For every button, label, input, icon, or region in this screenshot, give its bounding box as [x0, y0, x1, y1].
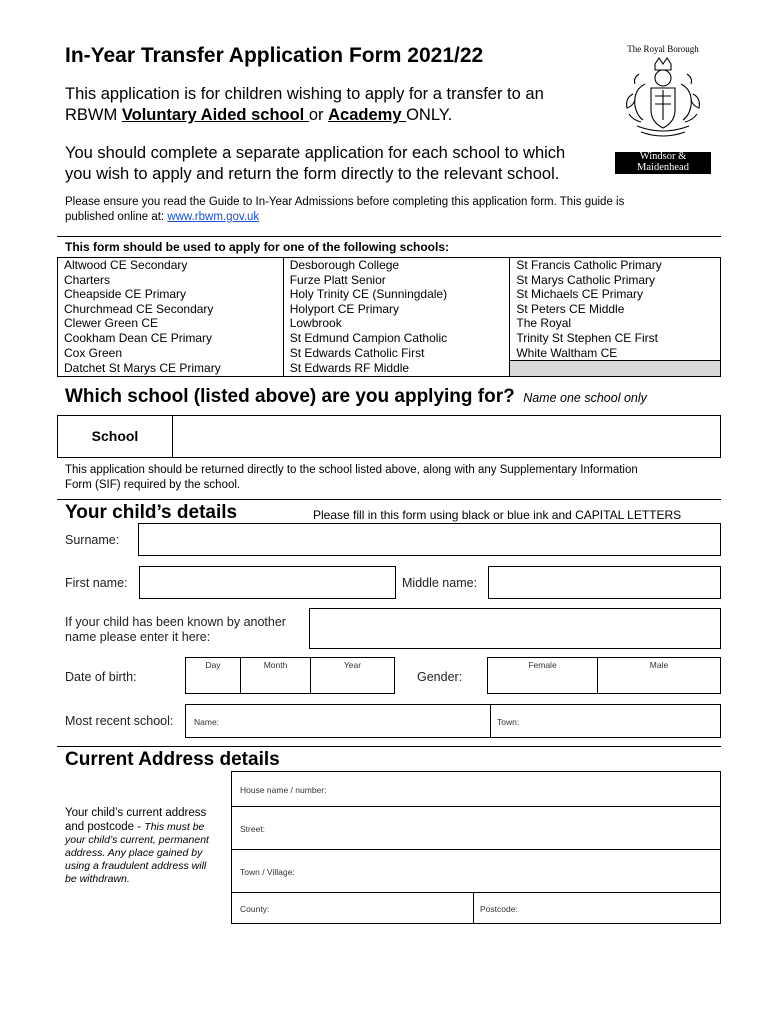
- school-field: [57, 415, 721, 458]
- separate-line-1: You should complete a separate application for each school to which: [65, 144, 566, 162]
- school-name: Clewer Green CE: [58, 316, 284, 331]
- town-input[interactable]: [232, 850, 720, 893]
- school-label: School: [58, 416, 173, 457]
- other-name-input[interactable]: [309, 608, 721, 649]
- intro-or: or: [308, 106, 329, 124]
- recent-school-town-label: Town:: [497, 717, 520, 727]
- address-desc-line-1: Your child’s current address: [65, 807, 207, 819]
- street-input[interactable]: [232, 807, 720, 850]
- rbwm-link[interactable]: www.rbwm.gov.uk: [167, 210, 260, 223]
- address-fields: [231, 771, 721, 924]
- school-name: St Edmund Campion Catholic: [283, 331, 510, 346]
- recent-school-label: Most recent school:: [65, 714, 174, 728]
- gender-male-label: Male: [649, 660, 669, 670]
- schools-row: [58, 258, 721, 273]
- gender-female-option[interactable]: [488, 658, 598, 693]
- middle-name-label: Middle name:: [402, 576, 478, 590]
- address-heading: Current Address details: [65, 749, 280, 770]
- school-name: White Waltham CE: [510, 346, 721, 361]
- surname-input[interactable]: [138, 523, 721, 556]
- schools-row: [58, 316, 721, 331]
- recent-school-group: [185, 704, 721, 738]
- town-label: Town / Village:: [240, 867, 295, 877]
- dob-month-label: Month: [263, 660, 288, 670]
- return-text: [65, 463, 638, 492]
- which-school-question: [65, 386, 647, 408]
- school-name: Altwood CE Secondary: [58, 258, 284, 273]
- return-line-1: This application should be returned directly to the school listed above, along with any Supplementary Information: [65, 464, 638, 476]
- guide-line-1: Please ensure you read the Guide to In-Year Admissions before completing this application form. This guide is: [65, 196, 625, 208]
- schools-row: [58, 361, 721, 377]
- recent-school-name-label: Name:: [194, 717, 220, 727]
- intro-line-1: This application is for children wishing to apply for a transfer to an: [65, 85, 544, 103]
- return-line-2: Form (SIF) required by the school.: [65, 478, 241, 491]
- dob-group: [185, 657, 395, 694]
- postcode-label: Postcode:: [480, 904, 518, 914]
- street-label: Street:: [240, 824, 266, 834]
- school-name: Lowbrook: [283, 316, 510, 331]
- intro-only: ONLY.: [406, 106, 453, 124]
- logo-banner: [615, 152, 711, 174]
- house-label: House name / number:: [240, 785, 327, 795]
- school-name: Churchmead CE Secondary: [58, 302, 284, 317]
- intro-text: [65, 84, 544, 126]
- guide-text: [65, 195, 624, 224]
- intro-prefix: RBWM: [65, 106, 122, 124]
- schools-heading: This form should be used to apply for one of the following schools:: [65, 240, 449, 254]
- dob-month-input[interactable]: [241, 658, 311, 693]
- other-name-line-2: name please enter it here:: [65, 630, 211, 644]
- middle-name-input[interactable]: [488, 566, 721, 599]
- ink-instruction: Please fill in this form using black or blue ink and CAPITAL LETTERS: [313, 508, 682, 522]
- school-name: Desborough College: [283, 258, 510, 273]
- address-warning-line: be withdrawn.: [65, 873, 130, 885]
- school-name: St Marys Catholic Primary: [510, 273, 721, 288]
- logo-top-text: The Royal Borough: [627, 44, 699, 54]
- separate-application-text: [65, 143, 565, 185]
- address-desc-line-2: [65, 821, 235, 835]
- school-name: The Royal: [510, 316, 721, 331]
- address-desc-prefix: and postcode -: [65, 820, 145, 833]
- schools-row: [58, 302, 721, 317]
- separate-line-2: you wish to apply and return the form directly to the relevant school.: [65, 165, 560, 183]
- school-name: [510, 361, 721, 377]
- school-input[interactable]: [174, 416, 720, 457]
- which-school-heading: Which school (listed above) are you applying for?: [65, 386, 515, 407]
- which-school-note: Name one school only: [523, 391, 647, 405]
- address-description: [65, 807, 235, 886]
- recent-school-name-input[interactable]: [186, 705, 491, 737]
- first-name-input[interactable]: [139, 566, 396, 599]
- school-name: Charters: [58, 273, 284, 288]
- school-name: Datchet St Marys CE Primary: [58, 361, 284, 377]
- surname-label: Surname:: [65, 533, 120, 547]
- logo-bottom-line-2: Maidenhead: [637, 161, 689, 173]
- schools-row: [58, 287, 721, 302]
- page-title: In-Year Transfer Application Form 2021/22: [65, 44, 484, 67]
- guide-line-2: [65, 210, 624, 225]
- county-label: County:: [240, 904, 270, 914]
- first-name-label: First name:: [65, 576, 128, 590]
- intro-line-2: [65, 105, 544, 126]
- postcode-input[interactable]: [474, 893, 720, 923]
- gender-label: Gender:: [417, 670, 463, 684]
- school-name: Holyport CE Primary: [283, 302, 510, 317]
- school-name: St Edwards Catholic First: [283, 346, 510, 361]
- school-name: Holy Trinity CE (Sunningdale): [283, 287, 510, 302]
- house-input[interactable]: [232, 772, 720, 807]
- gender-male-option[interactable]: [598, 658, 720, 693]
- school-name: St Francis Catholic Primary: [510, 258, 721, 273]
- divider: [57, 746, 721, 747]
- other-name-label: [65, 615, 286, 645]
- guide-prefix: published online at:: [65, 210, 168, 223]
- recent-school-town-input[interactable]: [491, 705, 720, 737]
- gender-group: [487, 657, 721, 694]
- dob-year-label: Year: [343, 660, 362, 670]
- county-input[interactable]: [232, 893, 474, 923]
- address-warning-line: using a fraudulent address will: [65, 860, 207, 872]
- school-name: St Michaels CE Primary: [510, 287, 721, 302]
- logo-bottom-line-1: Windsor &: [639, 151, 687, 162]
- schools-row: [58, 331, 721, 346]
- coat-of-arms-icon: [615, 54, 711, 144]
- dob-label: Date of birth:: [65, 670, 137, 684]
- address-desc-italic: This must be: [144, 820, 205, 833]
- intro-academy: Academy: [328, 106, 407, 124]
- child-details-heading: Your child’s details: [65, 502, 238, 523]
- schools-table: [57, 257, 721, 377]
- dob-year-input[interactable]: [311, 658, 394, 693]
- other-name-line-1: If your child has been known by another: [65, 615, 286, 629]
- dob-day-input[interactable]: [186, 658, 241, 693]
- address-warning-line: your child’s current, permanent: [65, 834, 209, 846]
- school-name: Cheapside CE Primary: [58, 287, 284, 302]
- dob-day-label: Day: [205, 660, 221, 670]
- schools-row: [58, 273, 721, 288]
- rbwm-logo: [615, 44, 711, 174]
- intro-voluntary-aided: Voluntary Aided school: [121, 106, 309, 124]
- school-name: Cox Green: [58, 346, 284, 361]
- divider: [57, 499, 721, 500]
- gender-female-label: Female: [528, 660, 557, 670]
- school-name: Cookham Dean CE Primary: [58, 331, 284, 346]
- school-name: St Edwards RF Middle: [283, 361, 510, 377]
- school-name: Furze Platt Senior: [283, 273, 510, 288]
- divider: [57, 236, 721, 237]
- school-name: Trinity St Stephen CE First: [510, 331, 721, 346]
- address-warning: [65, 834, 235, 886]
- schools-row: [58, 346, 721, 361]
- school-name: St Peters CE Middle: [510, 302, 721, 317]
- address-warning-line: address. Any place gained by: [65, 847, 203, 859]
